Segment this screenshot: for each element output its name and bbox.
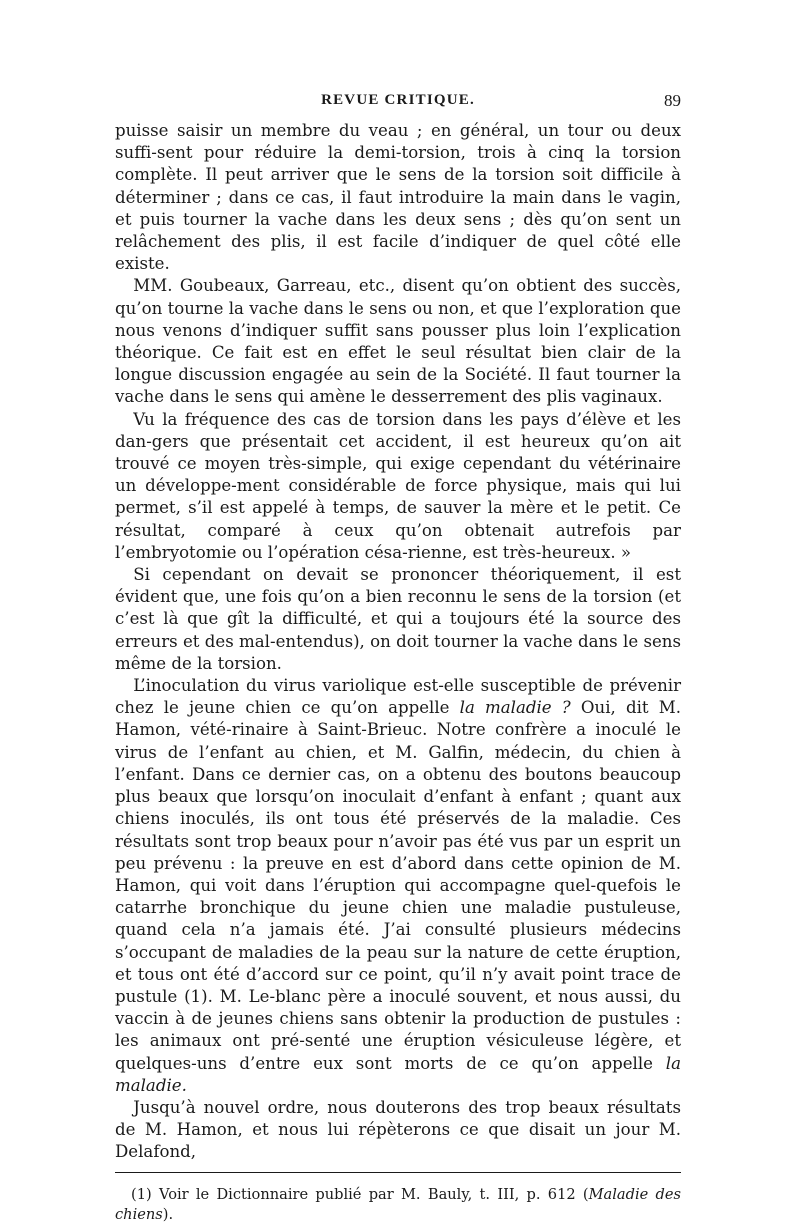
paragraph-text: puisse saisir un membre du veau ; en général, un tour ou deux suffi-sent pour réduire la demi-torsion, trois à cinq la torsion complète. Il peut arriver que le sens de la torsion soit difficile à déterminer ; dans ce cas, il faut introduire la main dans le vagin, et puis tourner la vache dans les deux sens ; dès qu’on sent un relâchement des plis, il est facile d’indiquer de quel côté elle existe. (115, 121, 681, 274)
paragraph-text: L’inoculation du virus variolique est-elle susceptible de prévenir chez le jeune chien ce qu’on appelle (115, 676, 681, 718)
page-header (115, 92, 681, 120)
paragraph-text: Oui, dit M. Hamon, vété-rinaire à Saint-Brieuc. Notre confrère a inoculé le virus de l’enfant au chien, et M. Galfin, médecin, du chien à l’enfant. Dans ce dernier cas, on a obtenu des boutons beaucoup plus beaux que lorsqu’on inoculait d’enfant à enfant ; quant aux chiens inoculés, ils ont tous été préservés de la maladie. Ces résultats sont trop beaux pour n’avoir pas été vus par un esprit un peu prévenu : la preuve en est d’abord dans cette opinion de M. Hamon, qui voit dans l’éruption qui accompagne quel-quefois le catarrhe bronchique du jeune chien une maladie pustuleuse, quand cela n’a jamais été. J’ai consulté plusieurs médecins s’occupant de maladies de la peau sur la nature de cette éruption, et tous ont été d’accord sur ce point, qu’il n’y avait point trace de pustule (1). M. Le-blanc père a inoculé souvent, et nous aussi, du vaccin à de jeunes chiens sans obtenir la production de pustules : les animaux ont pré-senté une éruption vésiculeuse légère, et quelques-uns d’entre eux sont morts de ce qu’on appelle (115, 698, 681, 1073)
paragraph (115, 275, 681, 408)
paragraph (115, 564, 681, 675)
italic-text: la maladie ? (459, 698, 571, 718)
footnote-separator (115, 1172, 681, 1173)
footnote (115, 1185, 681, 1225)
running-title: REVUE CRITIQUE. (321, 92, 475, 108)
paragraph (115, 675, 681, 1097)
paragraph-text: MM. Goubeaux, Garreau, etc., disent qu’on obtient des succès, qu’on tourne la vache dans le sens ou non, et que l’exploration que nous venons d’indiquer suffit sans pousser plus loin l’explication théorique. Ce fait est en effet le seul résultat bien clair de la longue discussion engagée au sein de la Société. Il faut tourner la vache dans le sens qui amène le desserrement des plis vaginaux. (115, 276, 681, 407)
page-number: 89 (664, 91, 681, 110)
footnote-text: (1) Voir le Dictionnaire publié par M. Bauly, t. III, p. 612 ( (131, 1185, 589, 1203)
paragraph-text: Vu la fréquence des cas de torsion dans les pays d’élève et les dan-gers que présentait cet accident, il est heureux qu’on ait trouvé ce moyen très-simple, qui exige cependant du vétérinaire un développe-ment considérable de force physique, mais qui lui permet, s’il est appelé à temps, de sauver la mère et le petit. Ce résultat, comparé à ceux qu’on obtenait autrefois par l’embryotomie ou l’opération césa-rienne, est très-heureux. » (115, 409, 681, 562)
body-text (115, 120, 681, 1164)
paragraph (115, 409, 681, 564)
paragraph (115, 120, 681, 275)
paragraph-text: Jusqu’à nouvel ordre, nous douterons des trop beaux résultats de M. Hamon, et nous lui répèterons ce que disait un jour M. Delafond, (115, 1097, 681, 1162)
paragraph-text: Si cependant on devait se prononcer théoriquement, il est évident que, une fois qu’on a bien reconnu le sens de la torsion (et c’est là que gît la difficulté, et qui a toujours été la source des erreurs et des mal-entendus), on doit tourner la vache dans le sens même de la torsion. (115, 565, 681, 673)
footnote-italic-text: Maladie des chiens (115, 1185, 682, 1223)
paragraph (115, 1097, 681, 1164)
footnote-text: ). (162, 1205, 174, 1223)
document-page (115, 92, 681, 1225)
italic-text: la maladie. (115, 1053, 681, 1095)
